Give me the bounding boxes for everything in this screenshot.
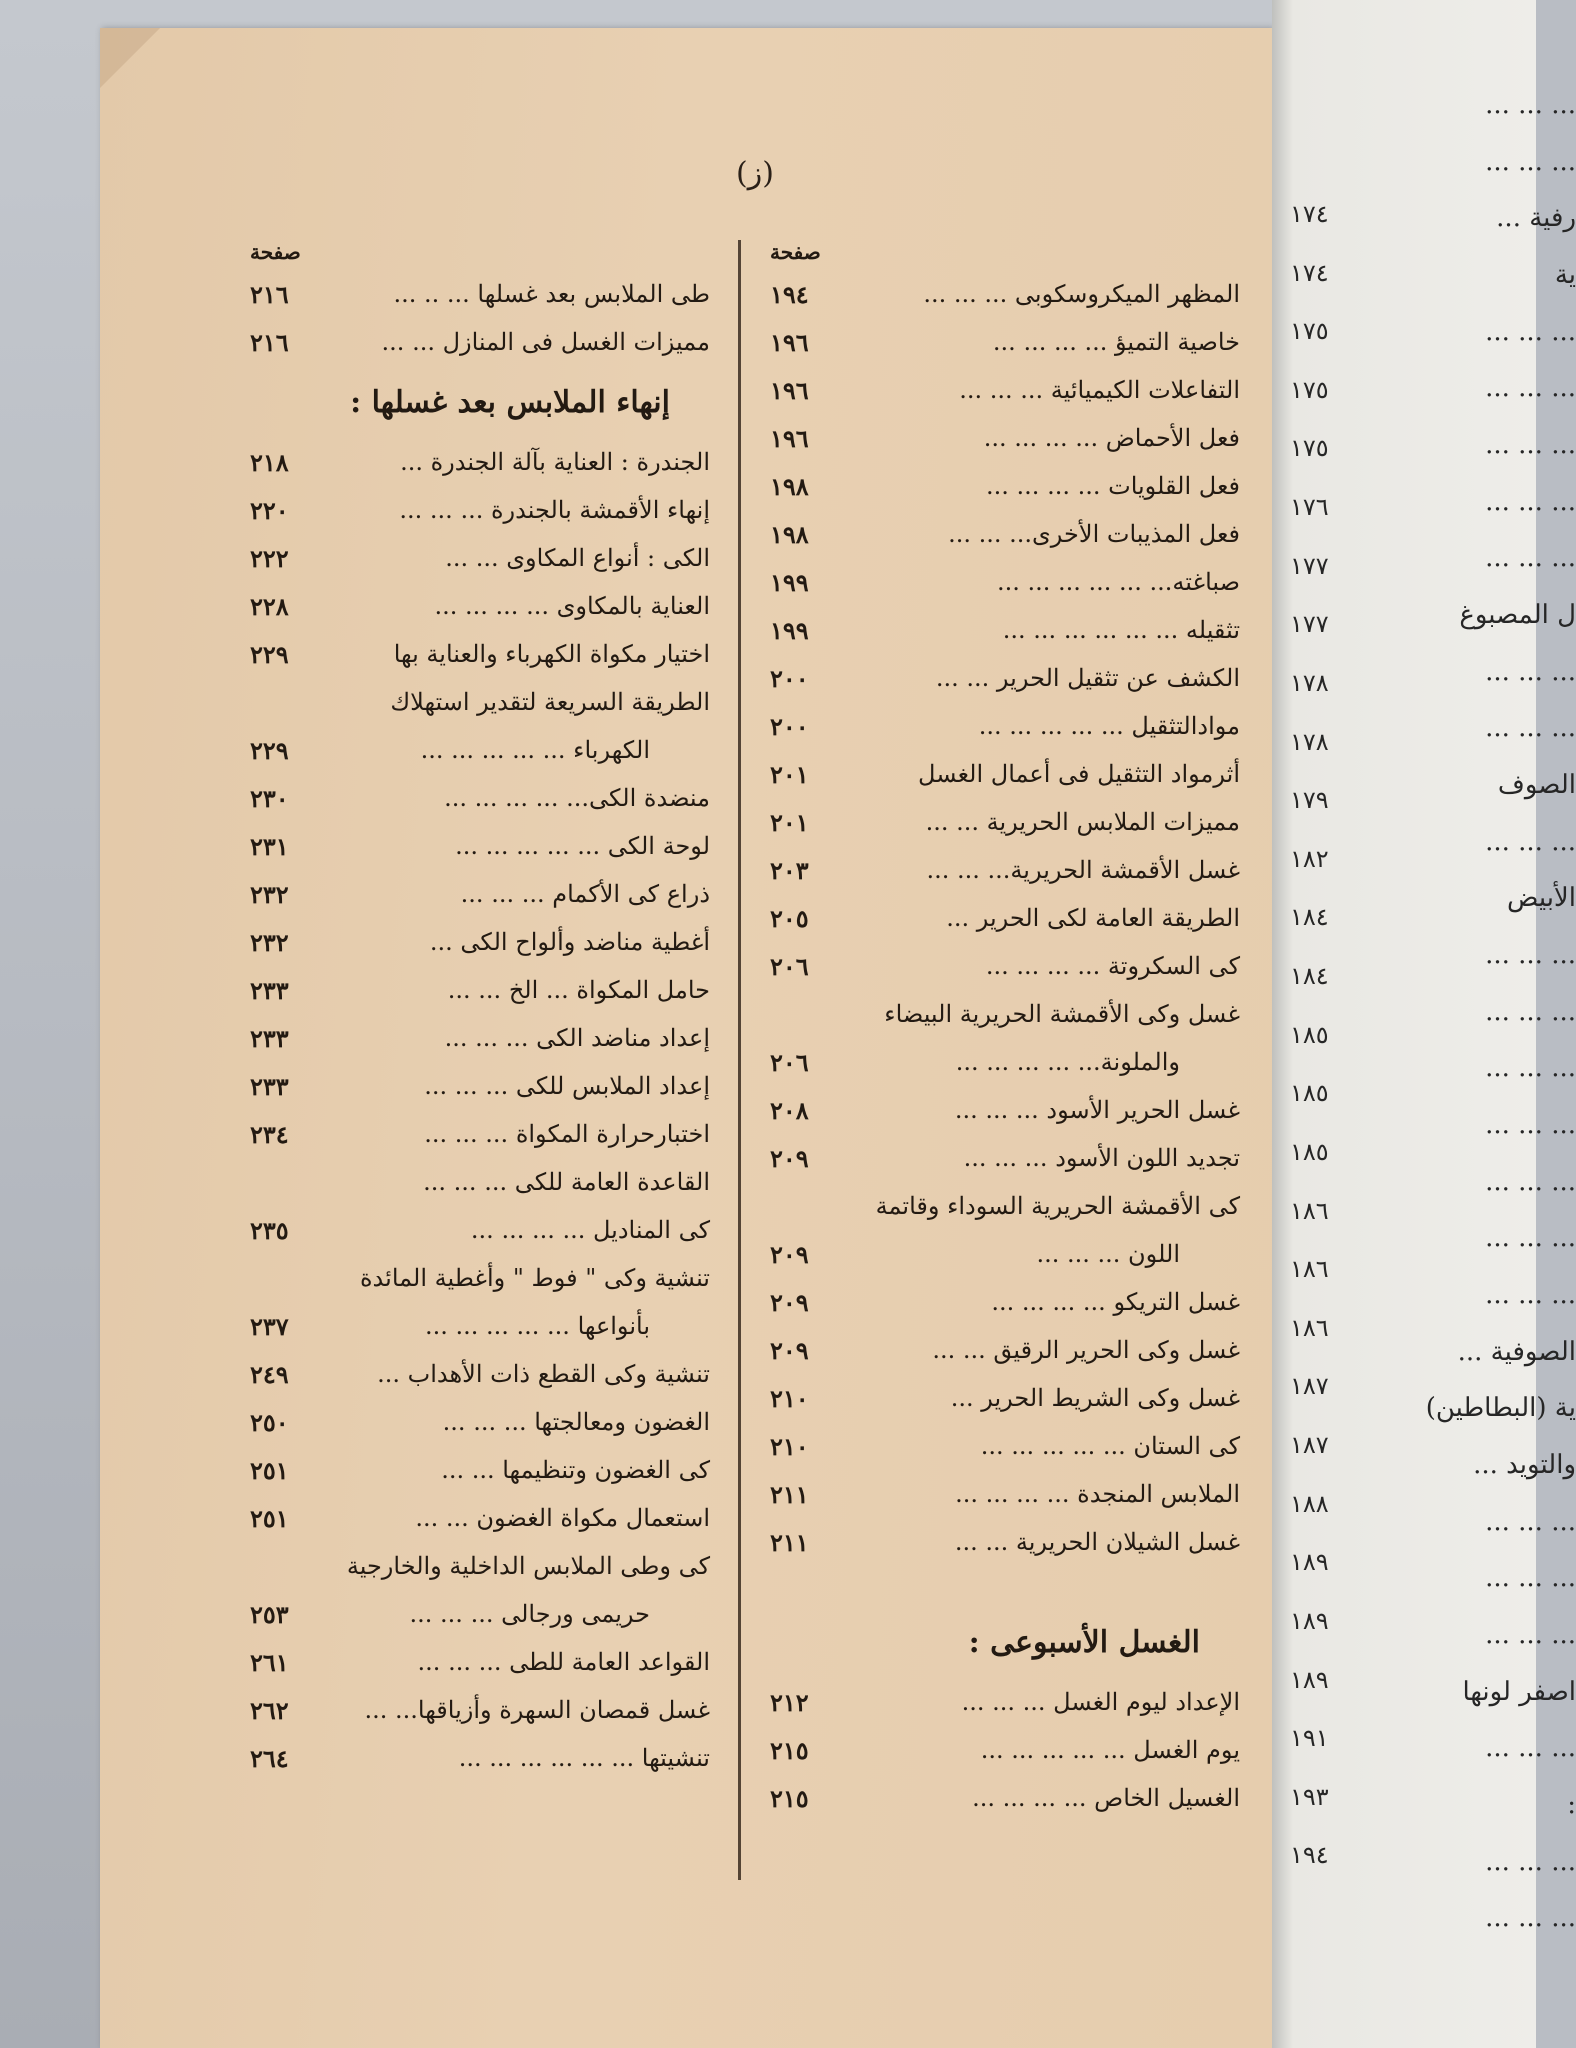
toc-entry-page: ٢٥٠ xyxy=(250,1407,289,1437)
toc-entry-title: الكشف عن تثقيل الحرير ... ... xyxy=(935,664,1240,692)
toc-entry-title: الطريقة السريعة لتقدير استهلاك xyxy=(390,688,710,716)
toc-entry-page: ١٩٨ xyxy=(770,471,809,501)
adjacent-page-line: ... ... ... xyxy=(1485,713,1576,744)
toc-entry-page: ٢١٦ xyxy=(250,327,289,357)
toc-entry-title: العناية بالمكاوى ... ... ... ... xyxy=(434,592,710,620)
adjacent-page-number: ١٨٥ xyxy=(1290,1079,1329,1108)
toc-entry xyxy=(770,414,1240,462)
toc-entry xyxy=(250,870,710,918)
toc-entry-title: القاعدة العامة للكى ... ... ... xyxy=(423,1168,710,1196)
toc-entry xyxy=(770,1422,1240,1470)
adjacent-page-number: ١٨٧ xyxy=(1290,1431,1329,1460)
toc-entry-page: ٢٢٨ xyxy=(250,591,289,621)
toc-entry-page: ٢٠٦ xyxy=(770,951,809,981)
adjacent-page-line: ... ... ... xyxy=(1485,996,1576,1027)
toc-entry-title: أغطية مناضد وألواح الكى ... xyxy=(429,928,710,956)
toc-entry-page: ٢١٠ xyxy=(770,1431,809,1461)
toc-entry-page: ٢٤٩ xyxy=(250,1359,289,1389)
left-entry-list xyxy=(250,438,710,1782)
adjacent-page-line: ل المصبوغ xyxy=(1459,600,1576,630)
toc-entry-page: ٢٥١ xyxy=(250,1503,289,1533)
page-label: صفحة xyxy=(250,240,301,264)
toc-entry xyxy=(250,1638,710,1686)
right-entry-list xyxy=(770,270,1240,1566)
toc-entry-title: غسل وكى الشريط الحرير ... xyxy=(950,1384,1240,1412)
adjacent-page-line: ... ... ... xyxy=(1485,940,1576,970)
toc-entry xyxy=(250,726,710,774)
toc-entry-page: ٢٣٣ xyxy=(250,1023,289,1053)
toc-entry xyxy=(770,990,1240,1038)
toc-entry-title: ذراع كى الأكمام ... ... ... xyxy=(460,880,710,908)
toc-entry xyxy=(250,1110,710,1158)
adjacent-page-line: ... ... ... xyxy=(1485,486,1576,517)
adjacent-page-number: ١٨٢ xyxy=(1290,844,1329,873)
toc-entry-title: الكهرباء ... ... ... ... ... xyxy=(420,736,650,764)
toc-entry-title: الكى : أنواع المكاوى ... ... xyxy=(445,544,710,572)
adjacent-page-number: ١٨٩ xyxy=(1290,1606,1329,1635)
toc-entry-title: المظهر الميكروسكوبى ... ... ... xyxy=(923,280,1240,308)
left-column-header xyxy=(250,234,710,270)
toc-entry-title: تثقيله ... ... ... ... ... ... xyxy=(1002,616,1240,644)
toc-entry-page: ٢٢٢ xyxy=(250,543,289,573)
adjacent-page-line: : xyxy=(1567,1790,1576,1820)
toc-entry xyxy=(770,462,1240,510)
toc-entry-title: كى وطى الملابس الداخلية والخارجية xyxy=(346,1552,710,1580)
toc-entry xyxy=(250,270,710,318)
adjacent-page-number: ١٨٤ xyxy=(1290,962,1329,991)
toc-entry xyxy=(770,606,1240,654)
toc-entry xyxy=(250,1062,710,1110)
adjacent-page-number: ١٨٦ xyxy=(1290,1255,1329,1284)
toc-entry-title: مميزات الملابس الحريرية ... ... xyxy=(925,808,1240,836)
adjacent-page-number: ١٧٥ xyxy=(1290,375,1329,404)
toc-entry-page: ١٩٦ xyxy=(770,423,809,453)
adjacent-page-line: ية (البطاطين) xyxy=(1425,1393,1576,1424)
toc-entry xyxy=(250,1494,710,1542)
toc-entry xyxy=(250,1014,710,1062)
toc-entry xyxy=(770,702,1240,750)
adjacent-page-line: ... ... ... xyxy=(1485,1903,1576,1934)
toc-entry xyxy=(770,1134,1240,1182)
toc-entry-title: غسل التريكو ... ... ... ... xyxy=(991,1288,1240,1316)
right-section-entry-list xyxy=(770,1678,1240,1822)
toc-entry-title: مميزات الغسل فى المنازل ... ... xyxy=(381,328,710,356)
toc-entry-page: ٢٢٩ xyxy=(250,735,289,765)
toc-entry xyxy=(250,318,710,366)
adjacent-page-line: ... ... ... xyxy=(1485,373,1576,404)
toc-entry xyxy=(770,1518,1240,1566)
toc-entry xyxy=(770,846,1240,894)
toc-entry-page: ٢١٥ xyxy=(770,1735,809,1765)
toc-entry-page: ٢٥٣ xyxy=(250,1599,289,1629)
toc-entry-title: والملونة... ... ... ... ... xyxy=(955,1048,1180,1076)
toc-entry xyxy=(250,582,710,630)
toc-entry-title: كى الأقمشة الحريرية السوداء وقاتمة xyxy=(875,1192,1240,1220)
toc-entry xyxy=(770,1086,1240,1134)
toc-entry-title: غسل الحرير الأسود ... ... ... xyxy=(954,1096,1240,1124)
toc-entry xyxy=(770,1326,1240,1374)
adjacent-page-line: ... ... ... xyxy=(1485,430,1576,460)
toc-entry-page: ٢١٠ xyxy=(770,1383,809,1413)
toc-entry xyxy=(250,1158,710,1206)
page-letter: (ز) xyxy=(736,156,774,191)
toc-entry xyxy=(770,1774,1240,1822)
toc-entry-title: طى الملابس بعد غسلها ... .. ... xyxy=(393,280,710,308)
adjacent-page-number: ١٧٧ xyxy=(1290,610,1329,639)
toc-entry xyxy=(770,1374,1240,1422)
toc-entry-title: خاصية التميؤ ... ... ... ... xyxy=(992,328,1240,356)
toc-entry xyxy=(770,750,1240,798)
toc-entry-page: ١٩٤ xyxy=(770,279,809,309)
section-title-weekly-wash: الغسل الأسبوعى : xyxy=(968,1624,1200,1660)
toc-entry-title: الملابس المنجدة ... ... ... ... xyxy=(955,1480,1240,1508)
adjacent-page-line: ... ... ... xyxy=(1485,1506,1576,1537)
toc-entry-title: حريمى ورجالى ... ... ... xyxy=(409,1600,650,1628)
toc-entry xyxy=(770,894,1240,942)
adjacent-page-number: ١٨٩ xyxy=(1290,1665,1329,1694)
toc-entry-title: تنشية وكى " فوط " وأغطية المائدة xyxy=(359,1264,710,1292)
toc-entry-title: الطريقة العامة لكى الحرير ... xyxy=(946,904,1240,932)
adjacent-page-number: ١٨٨ xyxy=(1290,1489,1329,1518)
adjacent-page-line: ... ... ... xyxy=(1485,826,1576,857)
toc-entry-title: يوم الغسل ... ... ... ... ... xyxy=(980,1736,1240,1764)
adjacent-page-line: ية xyxy=(1554,260,1576,290)
toc-entry xyxy=(250,486,710,534)
toc-entry xyxy=(250,678,710,726)
adjacent-page-number: ١٨٥ xyxy=(1290,1020,1329,1049)
left-top-entry-list xyxy=(250,270,710,366)
adjacent-page-number: ١٧٩ xyxy=(1290,786,1329,815)
adjacent-page-line: ... ... ... xyxy=(1485,543,1576,574)
toc-entry-title: الغسيل الخاص ... ... ... ... xyxy=(972,1784,1240,1812)
toc-entry-page: ٢٠٩ xyxy=(770,1143,809,1173)
adjacent-page-line: رفية ... xyxy=(1496,203,1576,234)
toc-entry-title: كى الغضون وتنظيمها ... ... xyxy=(441,1456,710,1484)
toc-entry-page: ٢٣٥ xyxy=(250,1215,289,1245)
adjacent-page-line: ... ... ... xyxy=(1485,1280,1576,1310)
toc-entry xyxy=(770,1470,1240,1518)
toc-entry-title: كى الستان ... ... ... ... ... xyxy=(980,1432,1240,1460)
toc-entry-title: كى المناديل ... ... ... ... xyxy=(470,1216,710,1244)
toc-entry-title: إعداد مناضد الكى ... ... ... xyxy=(444,1024,710,1052)
toc-entry-page: ٢٣٧ xyxy=(250,1311,289,1341)
toc-entry-title: غسل وكى الأقمشة الحريرية البيضاء xyxy=(884,1000,1240,1028)
adjacent-page-number: ١٧٨ xyxy=(1290,668,1329,697)
toc-entry-page: ٢١١ xyxy=(770,1527,809,1557)
adjacent-page-line: والتويد ... xyxy=(1473,1450,1576,1480)
toc-entry-page: ٢٠١ xyxy=(770,807,809,837)
toc-entry-page: ١٩٨ xyxy=(770,519,809,549)
adjacent-page-number: ١٧٧ xyxy=(1290,551,1329,580)
adjacent-page-number: ١٧٦ xyxy=(1290,493,1329,522)
toc-entry-page: ٢٣٢ xyxy=(250,927,289,957)
toc-entry xyxy=(250,918,710,966)
toc-entry-title: فعل الأحماض ... ... ... ... xyxy=(983,424,1240,452)
toc-entry-page: ٢٠٠ xyxy=(770,711,809,741)
toc-entry xyxy=(770,558,1240,606)
toc-entry-title: تنشيتها ... ... ... ... ... ... xyxy=(458,1744,710,1772)
toc-entry xyxy=(770,798,1240,846)
toc-entry-title: استعمال مكواة الغضون ... ... xyxy=(415,1504,710,1532)
toc-entry-page: ١٩٦ xyxy=(770,327,809,357)
toc-entry xyxy=(250,1734,710,1782)
section-title-finishing: إنهاء الملابس بعد غسلها : xyxy=(350,384,670,420)
toc-entry xyxy=(250,1542,710,1590)
toc-entry-page: ٢١٥ xyxy=(770,1783,809,1813)
right-column-header xyxy=(770,234,1240,270)
toc-entry xyxy=(250,534,710,582)
toc-entry-page: ٢٠٩ xyxy=(770,1335,809,1365)
toc-entry xyxy=(250,630,710,678)
adjacent-page-line: الأبيض xyxy=(1507,883,1576,914)
toc-entry xyxy=(250,1686,710,1734)
toc-entry xyxy=(250,1302,710,1350)
adjacent-page-line: ... ... ... xyxy=(1485,1053,1576,1084)
adjacent-page-number: ١٨٧ xyxy=(1290,1372,1329,1401)
toc-entry-page: ٢٠٩ xyxy=(770,1287,809,1317)
toc-entry xyxy=(250,1350,710,1398)
toc-entry-title: فعل المذيبات الأخرى... ... ... xyxy=(948,520,1240,548)
toc-entry-page: ١٩٦ xyxy=(770,375,809,405)
toc-entry xyxy=(770,510,1240,558)
toc-entry-page: ١٩٩ xyxy=(770,567,809,597)
toc-entry-page: ٢١٢ xyxy=(770,1687,809,1717)
toc-entry xyxy=(770,270,1240,318)
page-label: صفحة xyxy=(770,240,821,264)
adjacent-page-line: الصوف xyxy=(1497,770,1576,800)
toc-entry xyxy=(770,1726,1240,1774)
toc-entry-title: القواعد العامة للطى ... ... ... xyxy=(417,1648,710,1676)
toc-entry xyxy=(250,438,710,486)
adjacent-page-number: ١٧٨ xyxy=(1290,727,1329,756)
adjacent-page-line: ... ... ... xyxy=(1485,90,1576,120)
toc-entry-title: غسل قمصان السهرة وأزياقها... ... xyxy=(364,1696,710,1724)
toc-left-column xyxy=(250,234,710,1782)
toc-entry-page: ٢٠٦ xyxy=(770,1047,809,1077)
toc-entry xyxy=(770,1230,1240,1278)
toc-entry-page: ٢١٨ xyxy=(250,447,289,477)
adjacent-page-number: ١٩٤ xyxy=(1290,1841,1329,1870)
toc-entry-title: اختبارحرارة المكواة ... ... ... xyxy=(424,1120,710,1148)
adjacent-page xyxy=(1272,0,1576,2048)
adjacent-page-line: ... ... ... xyxy=(1485,1620,1576,1650)
adjacent-page-number: ١٧٥ xyxy=(1290,434,1329,463)
toc-entry-title: غسل وكى الحرير الرقيق ... ... xyxy=(932,1336,1240,1364)
toc-entry-title: منضدة الكى... ... ... ... ... xyxy=(444,784,710,812)
toc-entry xyxy=(770,1678,1240,1726)
adjacent-page-number: ١٨٦ xyxy=(1290,1313,1329,1342)
toc-entry-page: ٢٢٩ xyxy=(250,639,289,669)
toc-entry-title: بأنواعها ... ... ... ... ... xyxy=(424,1312,650,1340)
toc-entry xyxy=(250,1446,710,1494)
adjacent-page-number: ١٧٥ xyxy=(1290,317,1329,346)
toc-entry-title: إنهاء الأقمشة بالجندرة ... ... ... xyxy=(399,496,710,524)
toc-entry-page: ٢١٦ xyxy=(250,279,289,309)
toc-entry xyxy=(250,774,710,822)
toc-entry-title: حامل المكواة ... الخ ... ... xyxy=(447,976,710,1004)
toc-entry-page: ١٩٩ xyxy=(770,615,809,645)
toc-entry xyxy=(770,654,1240,702)
toc-entry-title: صباغته... ... ... ... ... ... xyxy=(996,568,1240,596)
toc-entry xyxy=(250,1254,710,1302)
toc-entry-title: موادالتثقيل ... ... ... ... ... xyxy=(978,712,1240,740)
toc-entry xyxy=(770,366,1240,414)
page-corner-fold xyxy=(100,28,160,88)
toc-entry xyxy=(250,822,710,870)
toc-entry-page: ٢٣٢ xyxy=(250,879,289,909)
toc-entry-title: التفاعلات الكيميائية ... ... ... xyxy=(959,376,1240,404)
toc-entry xyxy=(770,1278,1240,1326)
adjacent-page-number: ١٩٣ xyxy=(1290,1782,1329,1811)
adjacent-page-number: ١٨٩ xyxy=(1290,1548,1329,1577)
adjacent-page-line: ... ... ... xyxy=(1485,1733,1576,1764)
adjacent-page-line: ... ... ... xyxy=(1485,316,1576,347)
toc-entry-title: تنشية وكى القطع ذات الأهداب ... xyxy=(377,1360,710,1388)
toc-entry-page: ٢٠٨ xyxy=(770,1095,809,1125)
toc-entry-page: ٢٣٠ xyxy=(250,783,289,813)
adjacent-page-line: ... ... ... xyxy=(1485,1846,1576,1877)
toc-entry-page: ٢٠٩ xyxy=(770,1239,809,1269)
toc-entry-title: اختيار مكواة الكهرباء والعناية بها xyxy=(393,640,710,668)
adjacent-page-number: ١٩١ xyxy=(1290,1724,1329,1753)
toc-entry-page: ٢١١ xyxy=(770,1479,809,1509)
adjacent-page-line: ... ... ... xyxy=(1485,1166,1576,1197)
toc-right-column xyxy=(770,234,1240,1822)
adjacent-page-line: الصوفية ... xyxy=(1457,1336,1576,1367)
adjacent-page-number: ١٨٥ xyxy=(1290,1137,1329,1166)
adjacent-page-line: اصفر لونها xyxy=(1462,1676,1576,1707)
adjacent-page-line: ... ... ... xyxy=(1485,146,1576,177)
toc-entry-title: الغضون ومعالجتها ... ... ... xyxy=(442,1408,710,1436)
toc-entry-title: إعداد الملابس للكى ... ... ... xyxy=(424,1072,710,1100)
toc-entry-title: فعل القلويات ... ... ... ... xyxy=(986,472,1240,500)
adjacent-page-line: ... ... ... xyxy=(1485,1110,1576,1140)
toc-entry xyxy=(250,966,710,1014)
adjacent-page-number: ١٧٤ xyxy=(1290,200,1329,228)
toc-entry xyxy=(770,1038,1240,1086)
toc-entry xyxy=(770,1182,1240,1230)
toc-entry-page: ٢٠٥ xyxy=(770,903,809,933)
toc-entry-page: ٢٦٤ xyxy=(250,1743,289,1773)
adjacent-page-number: ١٨٦ xyxy=(1290,1196,1329,1225)
toc-entry-title: غسل الأقمشة الحريرية... ... ... xyxy=(926,856,1240,884)
toc-entry xyxy=(250,1398,710,1446)
adjacent-page-number: ١٨٤ xyxy=(1290,903,1329,932)
toc-entry-page: ٢٠٠ xyxy=(770,663,809,693)
toc-entry-title: الجندرة : العناية بآلة الجندرة ... xyxy=(400,448,710,476)
toc-entry-page: ٢٣٣ xyxy=(250,975,289,1005)
toc-entry-title: الإعداد ليوم الغسل ... ... ... xyxy=(961,1688,1240,1716)
toc-entry-title: اللون ... ... ... xyxy=(1036,1240,1180,1268)
toc-entry xyxy=(250,1206,710,1254)
toc-entry-title: كى السكروتة ... ... ... ... xyxy=(985,952,1240,980)
toc-entry xyxy=(770,942,1240,990)
adjacent-page-line: ... ... ... xyxy=(1485,1563,1576,1594)
toc-entry-page: ٢٦٢ xyxy=(250,1695,289,1725)
toc-entry-page: ٢٣٣ xyxy=(250,1071,289,1101)
toc-entry xyxy=(250,1590,710,1638)
toc-entry-title: تجديد اللون الأسود ... ... ... xyxy=(963,1144,1240,1172)
toc-entry-title: غسل الشيلان الحريرية ... ... xyxy=(954,1528,1240,1556)
toc-entry-title: لوحة الكى ... ... ... ... ... xyxy=(455,832,710,860)
toc-entry-page: ٢٢٠ xyxy=(250,495,289,525)
toc-entry-page: ٢٠٣ xyxy=(770,855,809,885)
toc-entry-title: أثرمواد التثقيل فى أعمال الغسل xyxy=(918,760,1240,788)
toc-entry-page: ٢٦١ xyxy=(250,1647,289,1677)
toc-entry-page: ٢٥١ xyxy=(250,1455,289,1485)
toc-entry-page: ٢٠١ xyxy=(770,759,809,789)
toc-entry xyxy=(770,318,1240,366)
column-divider xyxy=(738,240,741,1880)
adjacent-page-number: ١٧٤ xyxy=(1290,258,1329,287)
toc-entry-page: ٢٣٤ xyxy=(250,1119,289,1149)
adjacent-page-line: ... ... ... xyxy=(1485,656,1576,687)
adjacent-page-line: ... ... ... xyxy=(1485,1223,1576,1254)
toc-entry-page: ٢٣١ xyxy=(250,831,289,861)
